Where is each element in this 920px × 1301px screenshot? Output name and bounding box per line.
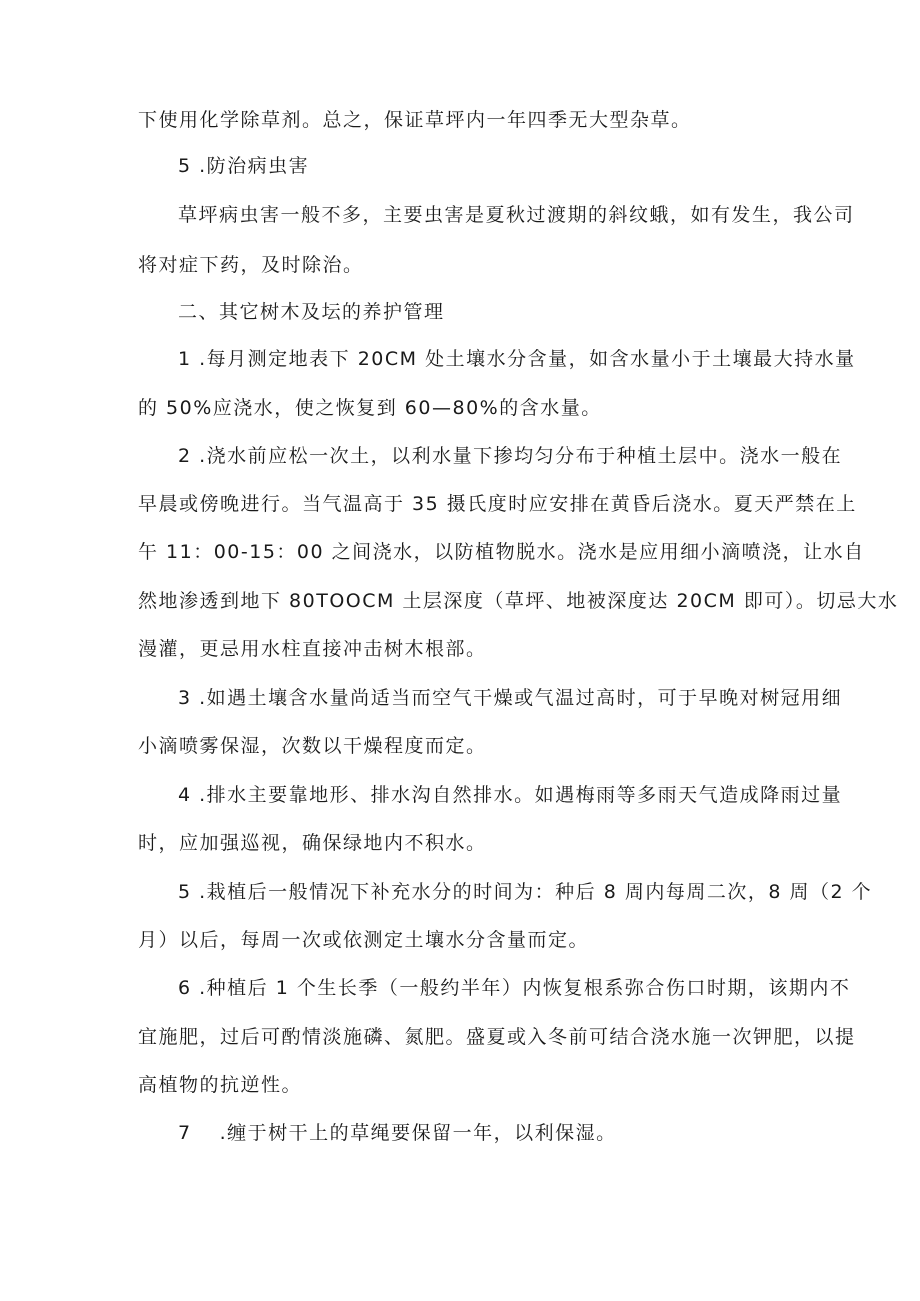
paragraph-line: 早晨或傍晚进行。当气温高于 35 摄氏度时应安排在黄昏后浇水。夏天严禁在上 (138, 493, 857, 515)
paragraph-line: 将对症下药，及时除治。 (138, 254, 364, 276)
paragraph-line: 高植物的抗逆性。 (138, 1074, 303, 1096)
paragraph-line: 时，应加强巡视，确保绿地内不积水。 (138, 832, 487, 854)
paragraph-line: 2 .浇水前应松一次土，以利水量下掺均匀分布于种植土层中。浇水一般在 (178, 445, 843, 467)
section-heading: 5 .防治病虫害 (178, 155, 310, 177)
item-number: 7 (178, 1122, 192, 1144)
paragraph-line (178, 1119, 617, 1147)
paragraph-line: 的 50%应浇水，使之恢复到 60—80%的含水量。 (138, 397, 602, 419)
paragraph-line: 3 .如遇土壤含水量尚适当而空气干燥或气温过高时，可于早晚对树冠用细 (178, 687, 843, 709)
paragraph-line: 然地渗透到地下 80TOOCM 土层深度（草坪、地被深度达 20CM 即可）。切忌大水 (138, 590, 899, 612)
paragraph-line: 4 .排水主要靠地形、排水沟自然排水。如遇梅雨等多雨天气造成降雨过量 (178, 784, 843, 806)
paragraph-line: 6 .种植后 1 个生长季（一般约半年）内恢复根系弥合伤口时期，该期内不 (178, 977, 851, 999)
paragraph-line: 月）以后，每周一次或依测定土壤水分含量而定。 (138, 929, 590, 951)
paragraph-line: 漫灌，更忌用水柱直接冲击树木根部。 (138, 638, 487, 660)
paragraph-line: 下使用化学除草剂。总之，保证草坪内一年四季无大型杂草。 (138, 109, 692, 131)
paragraph-line: 小滴喷雾保湿，次数以干燥程度而定。 (138, 735, 487, 757)
paragraph-line: 草坪病虫害一般不多，主要虫害是夏秋过渡期的斜纹蛾，如有发生，我公司 (178, 204, 855, 226)
paragraph-line: 午 11：00-15：00 之间浇水，以防植物脱水。浇水是应用细小滴喷浇，让水自 (138, 541, 865, 563)
paragraph-line: 5 .栽植后一般情况下补充水分的时间为：种后 8 周内每周二次，8 周（2 个 (178, 881, 873, 903)
item-text: .缠于树干上的草绳要保留一年，以利保湿。 (219, 1122, 617, 1144)
section-heading: 二、其它树木及坛的养护管理 (178, 301, 445, 323)
paragraph-line: 1 .每月测定地表下 20CM 处土壤水分含量，如含水量小于土壤最大持水量 (178, 348, 856, 370)
paragraph-line: 宜施肥，过后可酌情淡施磷、氮肥。盛夏或入冬前可结合浇水施一次钾肥，以提 (138, 1026, 856, 1048)
